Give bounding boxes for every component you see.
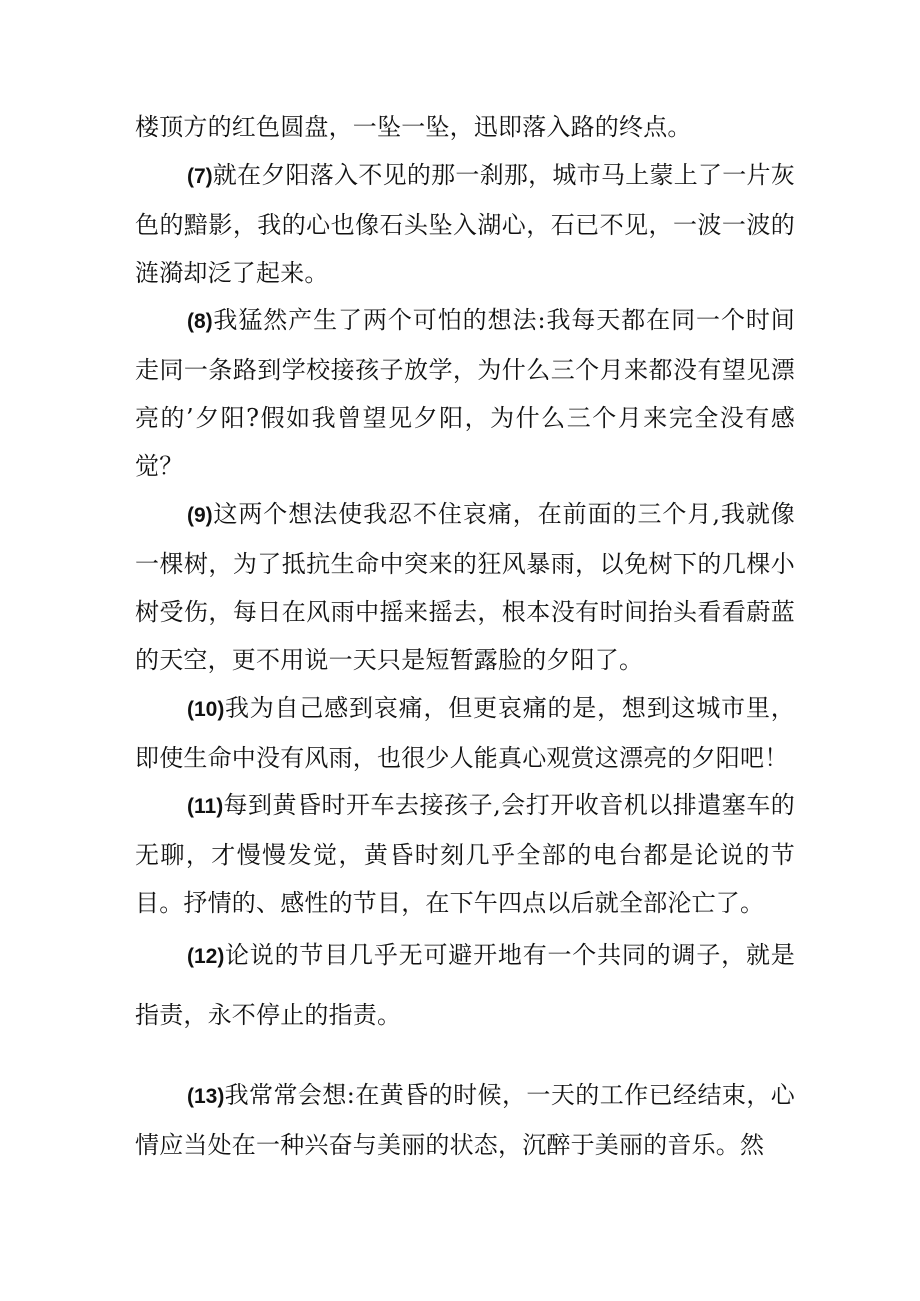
paragraph-text: 就在夕阳落入不见的那一刹那，城市马上蒙上了一片灰色的黯影，我的心也像石头坠入湖心，石已不见，一波一波的涟漪却泛了起来。 — [135, 161, 795, 287]
paragraph-text: 论说的节目几乎无可避开地有一个共同的调子，就是指责，永不停止的指责。 — [135, 941, 795, 1029]
paragraph-text: 我猛然产生了两个可怕的想法:我每天都在同一个时间走同一条路到学校接孩子放学，为什么三个月来都没有望见漂亮的’夕阳?假如我曾望见夕阳，为什么三个月来完全没有感觉？ — [135, 306, 795, 480]
paragraph-number: (8) — [187, 310, 213, 333]
paragraph-12 — [135, 926, 795, 1044]
paragraph-text: 这两个想法使我忍不住哀痛，在前面的三个月,我就像一棵树，为了抵抗生命中突来的狂风暴雨，以免树下的几棵小树受伤，每日在风雨中摇来摇去，根本没有时间抬头看看蔚蓝的天空，更不用说一天只是短暂露脸的夕阳了。 — [135, 500, 795, 674]
paragraph-13 — [135, 1071, 795, 1169]
paragraph-number: (13) — [187, 1085, 225, 1108]
paragraph-continuation — [135, 103, 795, 151]
paragraph-11 — [135, 781, 795, 927]
paragraph-text: 楼顶方的红色圆盘，一坠一坠，迅即落入路的终点。 — [135, 113, 692, 141]
paragraph-number: (11) — [187, 795, 224, 818]
paragraph-text: 我为自己感到哀痛，但更哀痛的是，想到这城市里，即使生命中没有风雨，也很少人能真心观赏这漂亮的夕阳吧！ — [135, 694, 795, 772]
paragraph-8 — [135, 296, 795, 490]
paragraph-number: (9) — [187, 504, 213, 527]
paragraph-text: 每到黄昏时开车去接孩子,会打开收音机以排遣塞车的无聊，才慢慢发觉，黄昏时刻几乎全部的电台都是论说的节目。抒情的、感性的节目，在下午四点以后就全部沦亡了。 — [135, 791, 795, 917]
paragraph-number: (7) — [187, 165, 213, 188]
paragraph-number: (12) — [187, 945, 225, 968]
paragraph-9 — [135, 490, 795, 684]
paragraph-10 — [135, 684, 795, 782]
paragraph-text: 我常常会想:在黄昏的时候，一天的工作已经结束，心情应当处在一种兴奋与美丽的状态，沉醉于美丽的音乐。然 — [135, 1081, 795, 1159]
paragraph-7 — [135, 151, 795, 297]
paragraph-number: (10) — [187, 698, 225, 721]
